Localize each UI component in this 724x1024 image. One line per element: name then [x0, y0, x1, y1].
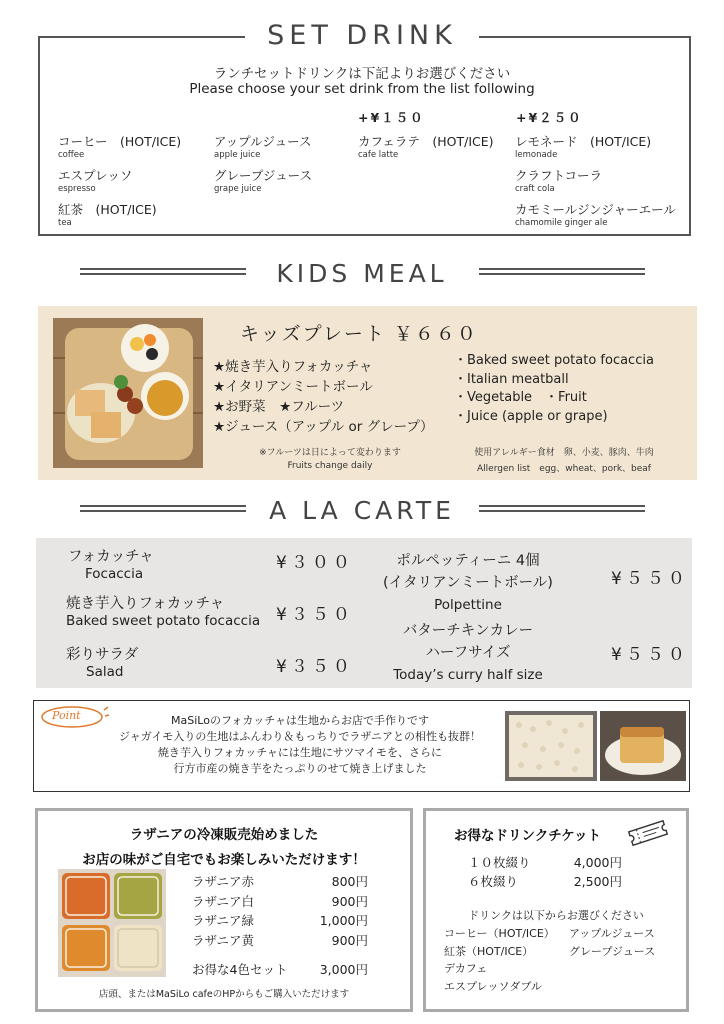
- focaccia-slice-photo: [600, 711, 686, 781]
- alc-item-polpettine: [370, 550, 566, 616]
- lasagna-heading-2: お店の味がご自宅でもお楽しみいただけます！: [82, 852, 366, 868]
- fruit-note-jp: ※フルーツは日によって変わります: [259, 448, 401, 458]
- drink-name: コーヒー (HOT/ICE): [58, 134, 182, 149]
- alc-item-jp: バターチキンカレー: [402, 623, 534, 639]
- lasagna-price-list: [192, 872, 368, 980]
- alc-item-en: Today’s curry half size: [393, 667, 543, 683]
- ticket-drink: デカフェ: [444, 962, 488, 975]
- ticket-drink: グレープジュース: [569, 944, 656, 958]
- drink-col-3: [358, 132, 494, 160]
- focaccia-slice-illustration: [600, 711, 686, 781]
- point-line: 焼き芋入りフォカッチャには生地にサツマイモを、さらに: [157, 746, 443, 759]
- point-line: ジャガイモ入りの生地はふんわり＆もっちりでラザニアとの相性も抜群！: [118, 730, 481, 743]
- allergen-jp: 使用アレルギー食材 卵、小麦、豚肉、牛肉: [474, 448, 654, 458]
- focaccia-tray-illustration: [505, 711, 597, 781]
- lasagna-row: [192, 931, 368, 951]
- drink-name: カモミールジンジャーエール: [515, 202, 676, 217]
- drink-name: カフェラテ (HOT/ICE): [358, 134, 494, 149]
- kids-items-jp: [213, 357, 434, 437]
- ticket-option-label: ６枚綴り: [468, 874, 519, 889]
- kids-items-en: [454, 352, 654, 426]
- a-la-carte-title: A LA CARTE: [269, 496, 455, 525]
- alc-item-price: ¥３５０: [276, 605, 354, 625]
- point-badge-label: Point: [52, 709, 81, 722]
- fruit-note-en: Fruits change daily: [287, 461, 373, 471]
- kids-item-jp: ★イタリアンミートボール: [213, 379, 373, 395]
- allergen-en: Allergen list egg、wheat、pork、beaf: [477, 464, 651, 474]
- alc-item-curry: [370, 620, 566, 686]
- alc-item-jp: 焼き芋入りフォカッチャ: [66, 596, 225, 612]
- alc-item-en: Focaccia: [85, 566, 144, 582]
- allergen-note: [458, 445, 670, 474]
- kids-plate-name: キッズプレート ￥６６０: [240, 323, 478, 345]
- drink-name: グレープジュース: [214, 168, 313, 183]
- kids-item-en: ・Juice (apple or grape): [454, 408, 608, 424]
- alc-item-en: Baked sweet potato focaccia: [66, 613, 261, 629]
- drink-name-en: chamomile ginger ale: [515, 218, 608, 228]
- lasagna-footer: 店頭、またはMaSiLo cafeのHPからもご購入いただけます: [98, 989, 350, 1000]
- alc-item-price: ¥３５０: [276, 657, 354, 677]
- drink-name-en: tea: [58, 218, 72, 228]
- drink-name: アップルジュース: [214, 134, 312, 149]
- kids-item-en: ・Italian meatball: [454, 371, 569, 387]
- ticket-option-price: 4,000円: [573, 855, 622, 870]
- set-drink-intro-en: Please choose your set drink from the list following: [189, 81, 535, 97]
- ticket-icon: [626, 820, 670, 846]
- drink-name-en: cafe latte: [358, 150, 399, 160]
- price-tier-150: +¥１５０: [358, 110, 425, 125]
- kids-item-jp: ★焼き芋入りフォカッチャ: [213, 359, 373, 375]
- point-text: [40, 713, 560, 777]
- lasagna-name: ラザニア白: [192, 893, 255, 909]
- kids-item-en: ・Vegetable ・Fruit: [454, 390, 587, 405]
- lasagna-photo: [58, 869, 166, 977]
- ticket-heading: お得なドリンクチケット: [454, 828, 602, 844]
- kids-item-jp: ★ジュース（アップル or グレープ）: [213, 419, 434, 435]
- ticket-options: [468, 853, 622, 891]
- fruit-note: [230, 445, 430, 471]
- kids-plate-photo: [53, 318, 203, 468]
- alc-item-jp: ポルペッティーニ 4個: [396, 553, 540, 569]
- kids-item-jp: ★お野菜 ★フルーツ: [213, 399, 345, 415]
- lasagna-row: [192, 872, 368, 892]
- drink-name: 紅茶 (HOT/ICE): [58, 202, 157, 217]
- lasagna-illustration: [58, 869, 166, 977]
- lasagna-name: ラザニア黄: [192, 932, 255, 948]
- ticket-note: ドリンクは以下からお選びください: [468, 909, 644, 922]
- ticket-drinks-left: [444, 925, 555, 995]
- alc-item-price: ¥５５０: [611, 645, 689, 665]
- ticket-drink: アップルジュース: [569, 927, 655, 940]
- set-drink-title: SET DRINK: [0, 20, 724, 51]
- ticket-drinks-right: [569, 925, 655, 960]
- point-line: MaSiLoのフォカッチャは生地からお店で手作りです: [171, 714, 429, 727]
- alc-item-price: ¥３００: [276, 553, 354, 573]
- drink-name-en: espresso: [58, 184, 96, 194]
- lasagna-set-name: お得な4色セット: [192, 962, 288, 977]
- drink-name-en: lemonade: [515, 150, 558, 160]
- alc-item-en: Salad: [86, 664, 124, 680]
- alc-item-jp: 彩りサラダ: [66, 647, 139, 663]
- lasagna-set-price: 3,000円: [319, 962, 368, 977]
- ticket-drink: コーヒー（HOT/ICE）: [444, 927, 555, 940]
- lasagna-row: [192, 892, 368, 912]
- drink-col-4: [515, 132, 676, 228]
- price-tier-250: +¥２５０: [516, 110, 583, 125]
- lasagna-heading-1: ラザニアの冷凍販売始めました: [129, 827, 319, 843]
- point-line: 行方市産の焼き芋をたっぷりのせて焼き上げました: [173, 762, 427, 775]
- drink-name: エスプレッソ: [58, 168, 133, 183]
- lasagna-name: ラザニア緑: [192, 913, 255, 928]
- drink-name: レモネード (HOT/ICE): [515, 134, 652, 149]
- lasagna-name: ラザニア赤: [192, 874, 255, 889]
- lasagna-set-row: [192, 960, 368, 980]
- ticket-drink: 紅茶（HOT/ICE）: [444, 944, 534, 958]
- drink-name-en: apple juice: [214, 150, 261, 160]
- alc-item-jp: ハーフサイズ: [425, 645, 511, 661]
- ticket-option-row: [468, 872, 622, 891]
- kids-plate-illustration: [53, 318, 203, 468]
- alc-item-jp: (イタリアンミートボール): [383, 575, 553, 591]
- drink-name: クラフトコーラ: [515, 168, 603, 183]
- ticket-outline-icon: [626, 820, 670, 846]
- ticket-option-label: １０枚綴り: [468, 855, 531, 870]
- alc-item-price: ¥５５０: [611, 569, 689, 589]
- lasagna-price: 800円: [331, 874, 368, 889]
- alc-item-en: Polpettine: [434, 597, 502, 613]
- drink-name-en: craft cola: [515, 184, 555, 194]
- ticket-option-row: [468, 853, 622, 872]
- ticket-drink: エスプレッソダブル: [444, 979, 542, 993]
- kids-meal-title: KIDS MEAL: [276, 259, 448, 288]
- lasagna-price: 1,000円: [319, 913, 368, 928]
- ticket-option-price: 2,500円: [573, 874, 622, 889]
- drink-col-2: [214, 132, 312, 194]
- drink-col-1: [58, 132, 181, 228]
- kids-item-en: ・Baked sweet potato focaccia: [454, 353, 654, 368]
- lasagna-price: 900円: [331, 932, 368, 948]
- focaccia-tray-photo: [505, 711, 597, 781]
- drink-name-en: coffee: [58, 150, 85, 160]
- drink-name-en: grape juice: [214, 184, 262, 194]
- lasagna-price: 900円: [331, 893, 368, 909]
- lasagna-row: [192, 911, 368, 931]
- alc-item-jp: フォカッチャ: [68, 549, 154, 565]
- lasagna-heading: [35, 823, 413, 868]
- set-drink-intro-jp: ランチセットドリンクは下記よりお選びください: [213, 66, 511, 82]
